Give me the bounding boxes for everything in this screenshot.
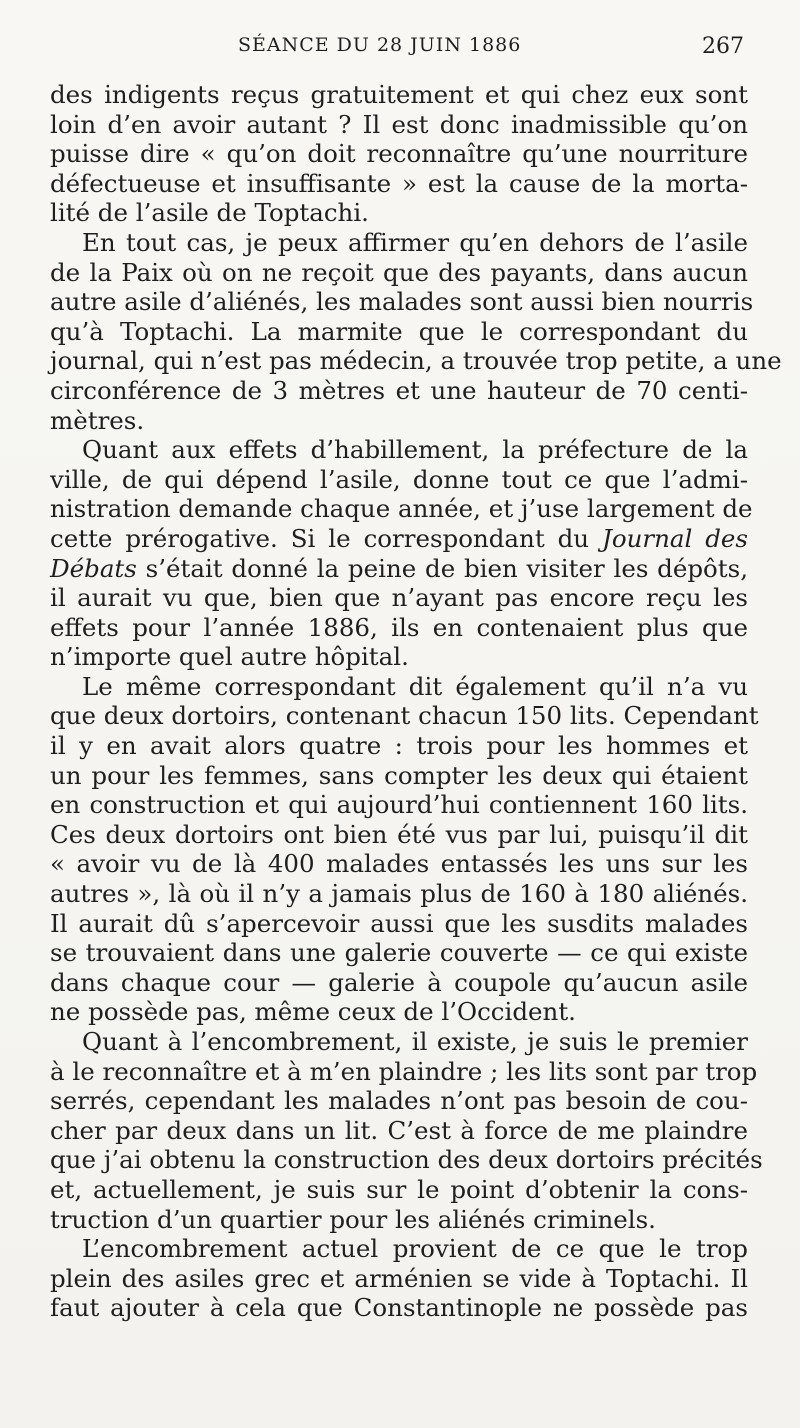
text-line: nistration demande chaque année, et j’use largement de [50,494,753,524]
text-line: à le reconnaître et à m’en plaindre ; les lits sont par trop [50,1056,758,1086]
text-line-with-italic [50,554,748,584]
paragraph-4 [50,671,759,1027]
text-line: truction d’un quartier pour les aliénés criminels. [50,1204,656,1234]
text-line: puisse dire « qu’on doit reconnaître qu’une nourriture [50,139,748,169]
text-line: se trouvaient dans une galerie couverte — ce qui existe [50,938,748,968]
text-line: effets pour l’année 1886, ils en contenaient plus que [50,612,748,642]
text-line: des indigents reçus gratuitement et qui chez eux sont [50,80,748,109]
paragraph-1 [50,80,748,228]
text-line: autres », là où il n’y a jamais plus de 160 à 180 aliénés. [50,879,748,909]
text-line: En tout cas, je peux affirmer qu’en dehors de l’asile [82,227,748,257]
text-line-with-italic [50,524,748,554]
text-line: mètres. [50,405,145,435]
text-line: lité de l’asile de Toptachi. [50,198,369,228]
text-line: dans chaque cour — galerie à coupole qu’aucun asile [50,967,748,997]
italic-journal-title: Débats [50,553,137,583]
text-line: Le même correspondant dit également qu’il n’a vu [82,671,748,701]
text-line: que deux dortoirs, contenant chacun 150 lits. Cependant [50,701,759,731]
text-line: ne possède pas, même ceux de l’Occident. [50,997,576,1027]
paragraph-5 [50,1027,763,1234]
italic-journal-title: Journal des [602,523,748,553]
text-line: serrés, cependant les malades n’ont pas besoin de cou- [50,1086,748,1116]
text-line: défectueuse et insuffisante » est la cause de la morta- [50,168,748,198]
page-number: 267 [702,34,744,59]
text-line: circonférence de 3 mètres et une hauteur de 70 centi- [50,375,748,405]
text-line: cher par deux dans un lit. C’est à force de me plaindre [50,1115,748,1145]
text-line: en construction et qui aujourd’hui contiennent 160 lits. [50,790,748,820]
text-line: Ces deux dortoirs ont bien été vus par lui, puisqu’il dit [50,819,748,849]
text-line: faut ajouter à cela que Constantinople ne possède pas [50,1293,748,1323]
text-line: loin d’en avoir autant ? Il est donc inadmissible qu’on [50,109,748,139]
text-line: et, actuellement, je suis sur le point d’obtenir la cons- [50,1174,748,1204]
text-segment: cette prérogative. Si le correspondant du [50,523,590,553]
paragraph-3 [50,435,753,672]
text-line: n’importe quel autre hôpital. [50,642,409,672]
page-header [0,34,800,64]
paragraph-2 [50,227,782,435]
text-line: L’encombrement actuel provient de ce que le trop [82,1234,748,1264]
text-line: Quant à l’encombrement, il existe, je suis le premier [82,1027,748,1056]
text-line: il y en avait alors quatre : trois pour les hommes et [50,731,748,761]
text-line: un pour les femmes, sans compter les deux qui étaient [50,760,748,790]
paragraph-6 [50,1234,748,1323]
running-title: SÉANCE DU 28 JUIN 1886 [238,34,522,56]
text-line: il aurait vu que, bien que n’ayant pas encore reçu les [50,583,748,613]
text-line: journal, qui n’est pas médecin, a trouvée trop petite, a une [50,346,782,376]
text-line: Il aurait dû s’apercevoir aussi que les susdits malades [50,908,748,938]
text-line: Quant aux effets d’habillement, la préfecture de la [82,435,748,465]
text-line: plein des asiles grec et arménien se vide à Toptachi. Il [50,1263,748,1293]
text-line: qu’à Toptachi. La marmite que le correspondant du [50,316,748,346]
text-line: ville, de qui dépend l’asile, donne tout ce que l’admi- [50,464,748,494]
text-line: que j’ai obtenu la construction des deux dortoirs précités [50,1145,763,1175]
text-segment: s’était donné la peine de bien visiter les dépôts, [145,553,748,583]
body-text [50,80,782,1323]
text-line: de la Paix où on ne reçoit que des payants, dans aucun [50,257,748,287]
text-line: « avoir vu de là 400 malades entassés les uns sur les [50,849,748,879]
text-line: autre asile d’aliénés, les malades sont aussi bien nourris [50,287,754,317]
